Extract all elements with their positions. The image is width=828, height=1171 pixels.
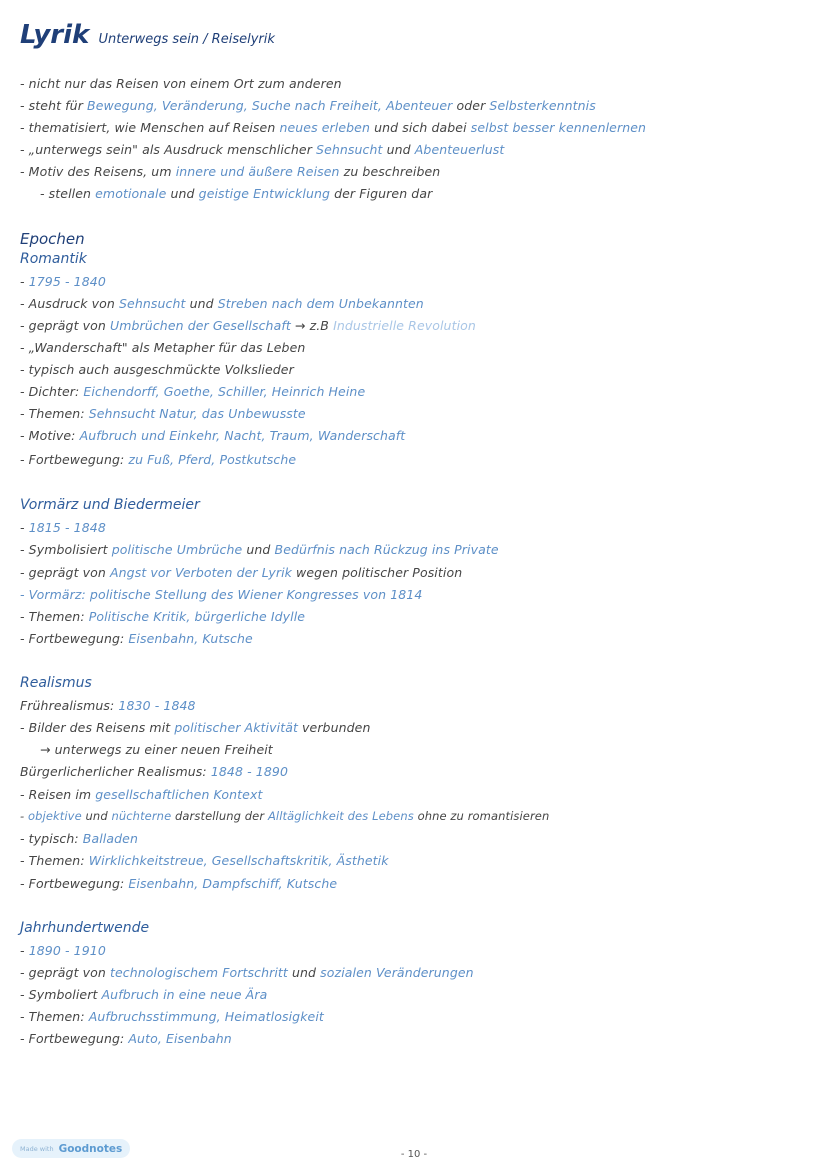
text-segment: ohne zu romantisieren [413, 809, 550, 823]
text-segment: der Figuren dar [330, 186, 433, 201]
realismus-line [20, 809, 549, 823]
jahrhundertwende-line [20, 1009, 324, 1024]
text-segment: Bedürfnis nach Rückzug ins Private [274, 542, 499, 557]
vormaerz-line [20, 587, 422, 602]
text-segment: - Motiv des Reisens, um [20, 164, 176, 179]
text-segment: - „Wanderschaft" als Metapher für das Leben [20, 340, 306, 355]
realismus-line [20, 698, 196, 713]
text-segment: und [81, 809, 112, 823]
text-segment: politische Umbrüche [111, 542, 243, 557]
text-segment: - Fortbewegung: [20, 631, 129, 646]
text-segment: Abenteuerlust [414, 142, 505, 157]
text-segment: emotionale [95, 186, 167, 201]
romantik-line [20, 296, 424, 311]
realismus-line [20, 720, 370, 735]
badge-brand: Goodnotes [58, 1142, 123, 1155]
text-segment: Umbrüchen der Gesellschaft [110, 318, 291, 333]
romantik-line [20, 318, 476, 333]
text-segment: - steht für [20, 98, 88, 113]
romantik-line [20, 384, 365, 399]
text-segment: politischer Aktivität [174, 720, 298, 735]
text-segment: - Themen: [20, 406, 89, 421]
text-segment: Sehnsucht Natur, das Unbewusste [88, 406, 306, 421]
text-segment: neues erleben [279, 120, 370, 135]
text-segment: selbst besser kennenlernen [470, 120, 647, 135]
text-segment: wegen politischer Position [291, 565, 463, 580]
page-number: - 10 - [400, 1149, 428, 1160]
text-segment: nüchterne [111, 809, 172, 823]
text-segment: - typisch: [20, 831, 83, 846]
text-segment: - thematisiert, wie Menschen auf Reisen [20, 120, 280, 135]
text-segment: Sehnsucht [316, 142, 383, 157]
text-segment: - [20, 520, 29, 535]
text-segment: - Motive: [20, 428, 80, 443]
text-segment: und sich dabei [370, 120, 471, 135]
text-segment: zu beschreiben [339, 164, 441, 179]
text-segment: → unterwegs zu einer neuen Freiheit [40, 742, 273, 757]
intro-line [20, 98, 596, 113]
text-segment: - Ausdruck von [20, 296, 119, 311]
text-segment: - Themen: [20, 853, 89, 868]
realismus-line [20, 831, 138, 846]
text-segment: Aufbruch in eine neue Ära [101, 987, 268, 1002]
intro-line [20, 120, 646, 135]
title-subtitle: Unterwegs sein / Reiselyrik [98, 32, 275, 47]
text-segment: - geprägt von [20, 318, 110, 333]
text-segment: Eichendorff, Goethe, Schiller, Heinrich Heine [83, 384, 366, 399]
text-segment: - nicht nur das Reisen von einem Ort zum anderen [20, 76, 342, 91]
text-segment: 1890 - 1910 [28, 943, 106, 958]
text-segment: - [20, 809, 29, 823]
text-segment: und [242, 542, 275, 557]
text-segment: Aufbruchsstimmung, Heimatlosigkeit [88, 1009, 324, 1024]
intro-line [20, 76, 342, 91]
text-segment: Selbsterkenntnis [489, 98, 596, 113]
text-segment: zu Fuß, Pferd, Postkutsche [128, 452, 297, 467]
section-heading-realismus: Realismus [20, 675, 92, 691]
realismus-line [20, 876, 337, 891]
text-segment: - Symboliert [20, 987, 102, 1002]
vormaerz-line [20, 520, 106, 535]
text-segment: geistige Entwicklung [198, 186, 331, 201]
text-segment: - stellen [40, 186, 96, 201]
section-heading-vormaerz: Vormärz und Biedermeier [20, 497, 200, 513]
text-segment: Industrielle Revolution [333, 318, 476, 333]
text-segment: Politische Kritik, bürgerliche Idylle [88, 609, 306, 624]
text-segment: Angst vor Verboten der Lyrik [110, 565, 292, 580]
text-segment: - Vormärz: politische Stellung des Wiener Kongresses von 1814 [20, 587, 423, 602]
text-segment: innere und äußere Reisen [175, 164, 340, 179]
text-segment: - Reisen im [20, 787, 96, 802]
text-segment: und [287, 965, 321, 980]
text-segment: - Fortbewegung: [20, 1031, 129, 1046]
text-segment: - Themen: [20, 1009, 89, 1024]
text-segment: Eisenbahn, Dampfschiff, Kutsche [128, 876, 338, 891]
text-segment: Streben nach dem Unbekannten [217, 296, 424, 311]
section-heading-jahrhundertwende: Jahrhundertwende [20, 920, 150, 936]
text-segment: Bewegung, Veränderung, Suche nach Freiheit, Abenteuer [87, 98, 453, 113]
jahrhundertwende-line [20, 1031, 232, 1046]
text-segment: - geprägt von [20, 565, 110, 580]
text-segment: Balladen [82, 831, 138, 846]
text-segment: Auto, Eisenbahn [128, 1031, 232, 1046]
section-heading-romantik: Romantik [20, 251, 87, 267]
text-segment: Alltäglichkeit des Lebens [267, 809, 414, 823]
text-segment: → z.B [290, 318, 334, 333]
text-segment: - „unterwegs sein" als Ausdruck menschlicher [20, 142, 317, 157]
text-segment: 1815 - 1848 [28, 520, 106, 535]
vormaerz-line [20, 631, 253, 646]
realismus-line [20, 764, 288, 779]
vormaerz-line [20, 542, 499, 557]
text-segment: Sehnsucht [119, 296, 186, 311]
romantik-line [20, 362, 294, 377]
text-segment: - typisch auch ausgeschmückte Volkslieder [20, 362, 294, 377]
text-segment: - geprägt von [20, 965, 110, 980]
vormaerz-line [20, 609, 305, 624]
text-segment: 1795 - 1840 [28, 274, 106, 289]
jahrhundertwende-line [20, 987, 267, 1002]
intro-line [20, 164, 440, 179]
text-segment: Wirklichkeitstreue, Gesellschaftskritik, Ästhetik [88, 853, 389, 868]
text-segment: 1848 - 1890 [210, 764, 288, 779]
page-title [20, 20, 275, 50]
text-segment: verbunden [297, 720, 371, 735]
romantik-line [20, 406, 306, 421]
realismus-line [20, 787, 262, 802]
text-segment: 1830 - 1848 [118, 698, 196, 713]
text-segment: und [185, 296, 218, 311]
text-segment: - Symbolisiert [20, 542, 112, 557]
text-segment: darstellung der [171, 809, 268, 823]
section-heading-epochen: Epochen [20, 230, 85, 248]
jahrhundertwende-line [20, 943, 106, 958]
romantik-line [20, 274, 106, 289]
text-segment: Aufbruch und Einkehr, Nacht, Traum, Wanderschaft [79, 428, 406, 443]
romantik-line [20, 340, 305, 355]
realismus-line [20, 853, 389, 868]
text-segment: sozialen Veränderungen [320, 965, 474, 980]
jahrhundertwende-line [20, 965, 474, 980]
text-segment: - Bilder des Reisens mit [20, 720, 175, 735]
text-segment: technologischem Fortschritt [110, 965, 288, 980]
text-segment: und [166, 186, 199, 201]
text-segment: - [20, 943, 29, 958]
intro-line [40, 186, 432, 201]
text-segment: - Fortbewegung: [20, 452, 129, 467]
realismus-line [40, 742, 273, 757]
intro-line [20, 142, 504, 157]
text-segment: - Themen: [20, 609, 89, 624]
text-segment: - Dichter: [20, 384, 84, 399]
text-segment: Bürgerlicherlicher Realismus: [20, 764, 211, 779]
text-segment: und [382, 142, 415, 157]
romantik-line [20, 428, 405, 443]
text-segment: objektive [28, 809, 82, 823]
badge-made-with: Made with [20, 1144, 54, 1153]
text-segment: Eisenbahn, Kutsche [128, 631, 253, 646]
text-segment: Frührealismus: [20, 698, 119, 713]
title-main: Lyrik [20, 20, 90, 50]
text-segment: oder [452, 98, 490, 113]
text-segment: - Fortbewegung: [20, 876, 129, 891]
text-segment: gesellschaftlichen Kontext [95, 787, 263, 802]
text-segment: - [20, 274, 29, 289]
romantik-line [20, 452, 296, 467]
vormaerz-line [20, 565, 462, 580]
